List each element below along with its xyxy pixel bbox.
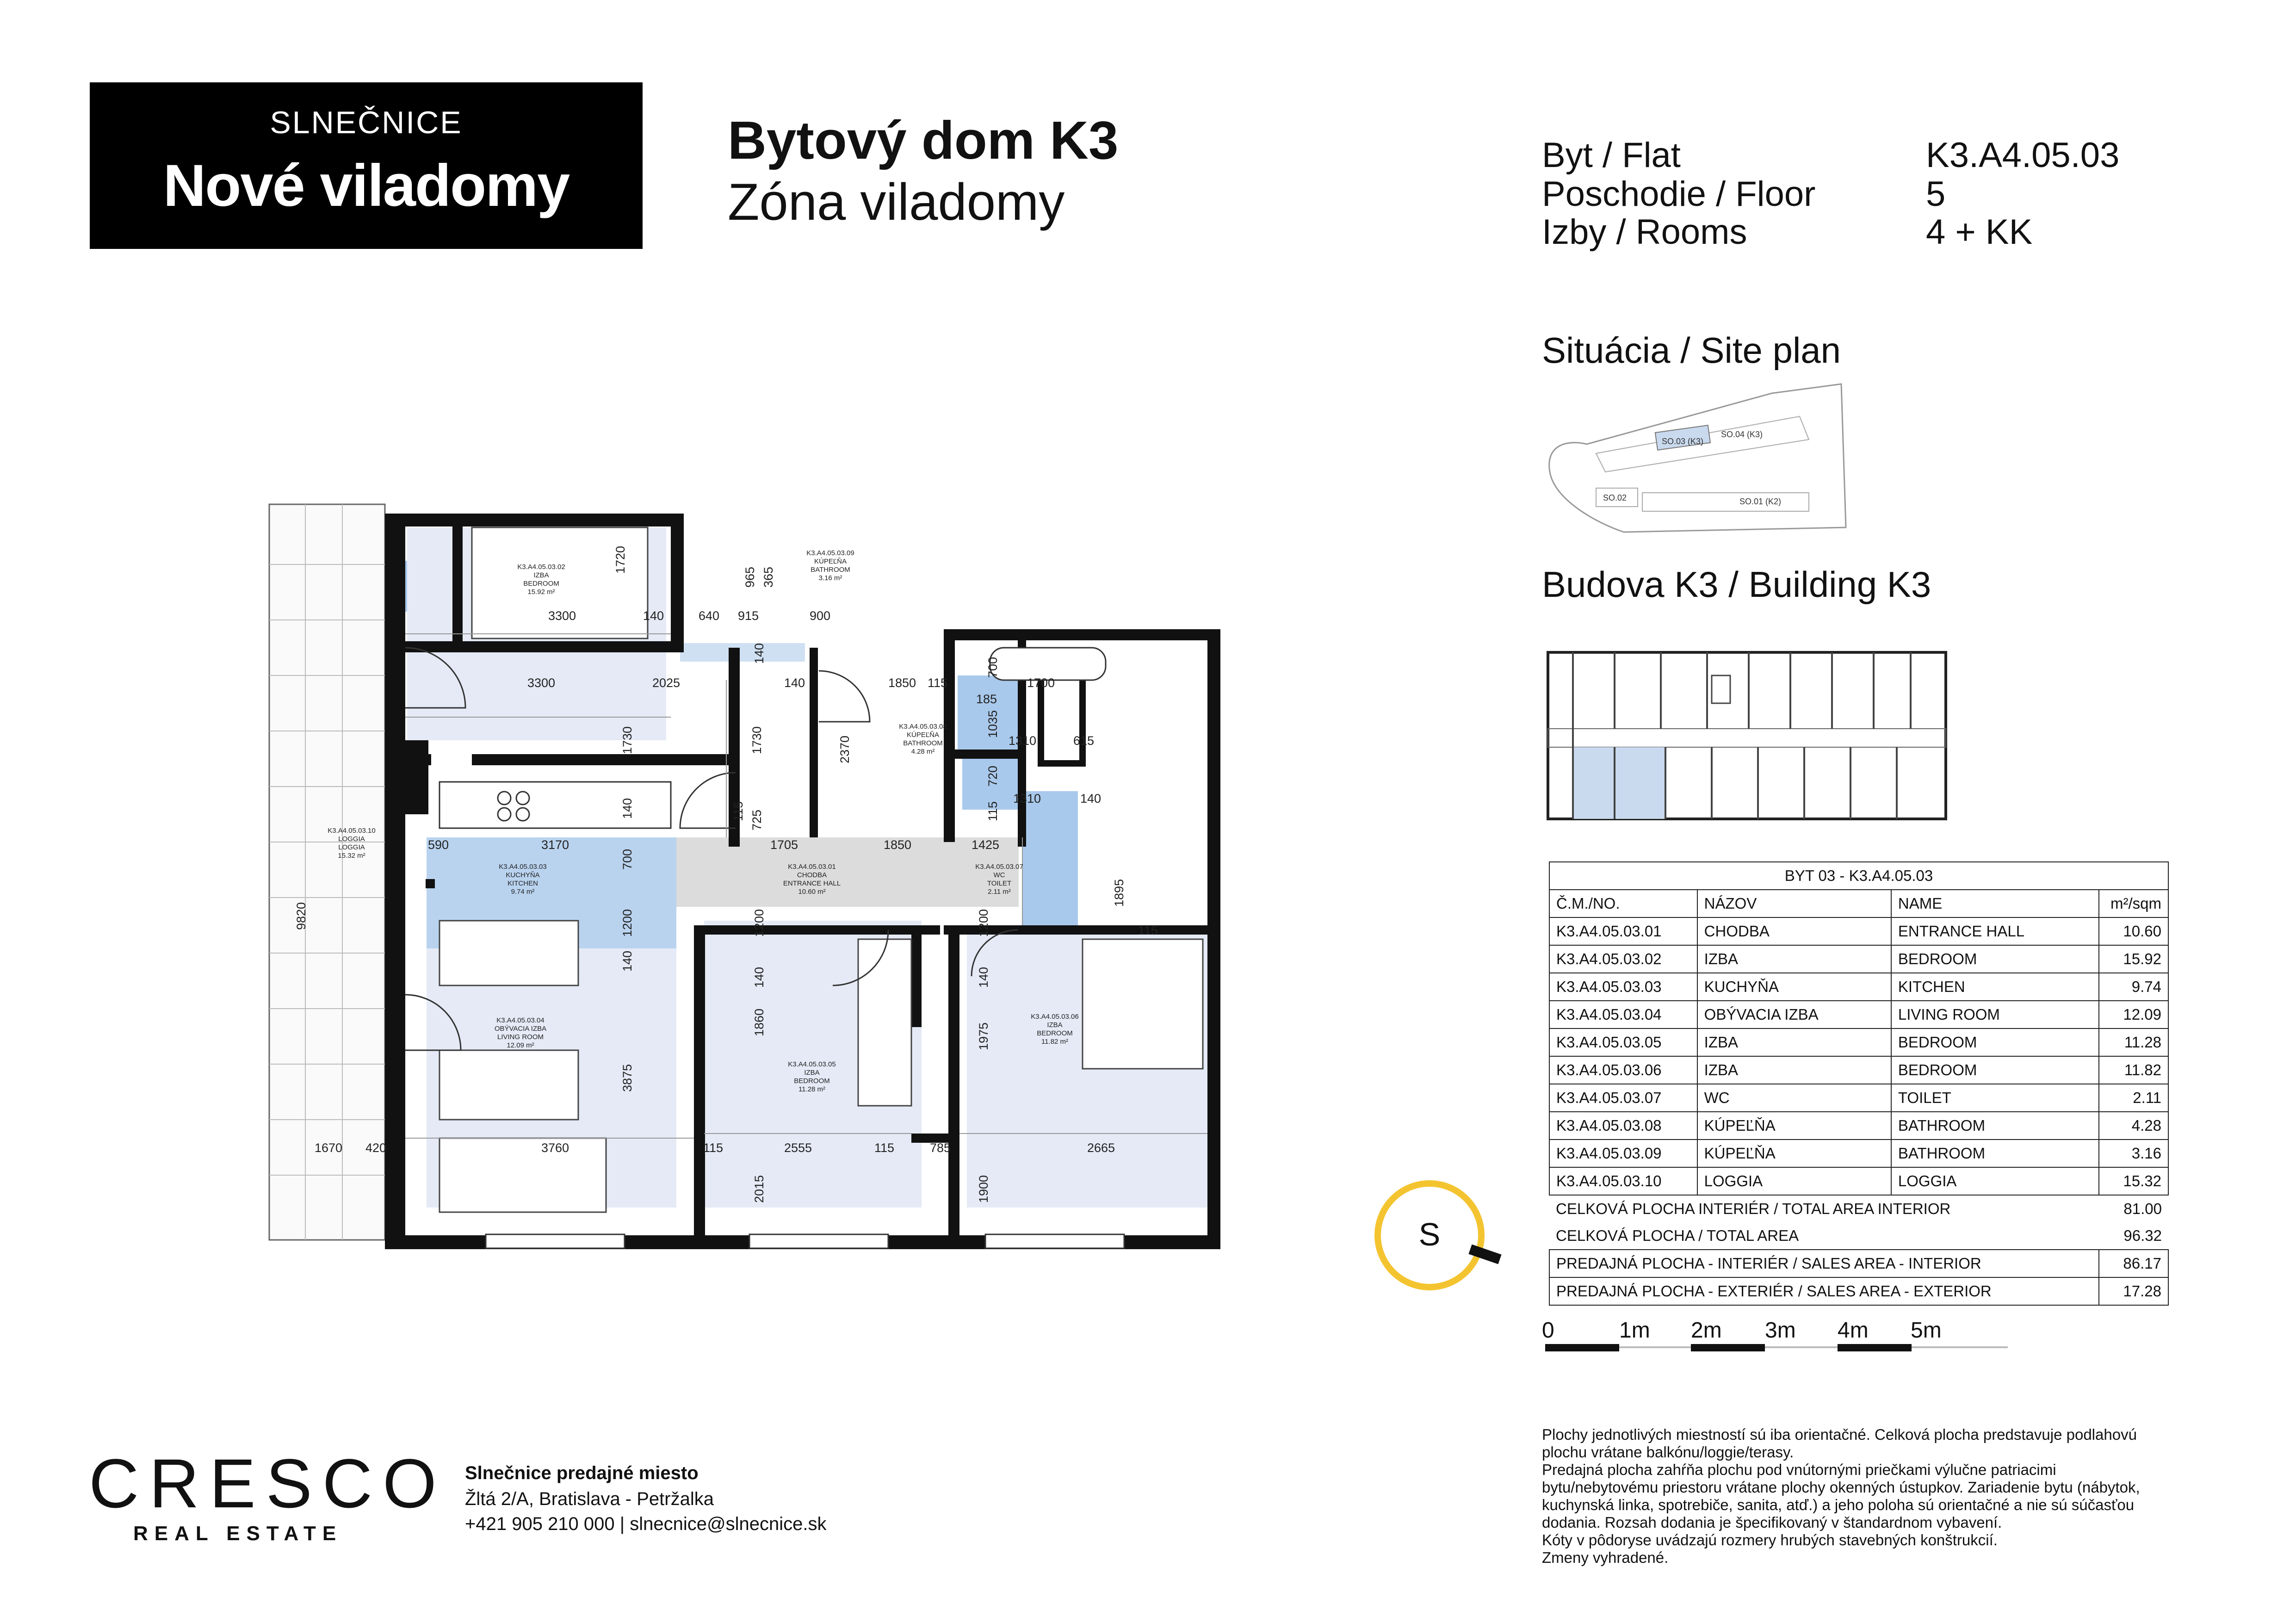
- dim-label: 1200: [620, 909, 634, 937]
- cell-area: 11.82: [2099, 1056, 2168, 1084]
- room-label-01-en: ENTRANCE HALL: [783, 880, 841, 887]
- scale-label: 3m: [1765, 1318, 1796, 1343]
- note-line: bytu/nebytovému priestoru vrátane plochy okenných ústupkov. Zariadenie bytu (nábytok,: [1542, 1479, 2140, 1496]
- cell-no: K3.A4.05.03.10: [1549, 1167, 1697, 1195]
- scale-bar-segment: [1691, 1344, 1765, 1351]
- page-subtitle: Zóna viladomy: [728, 173, 1065, 231]
- cell-name: BATHROOM: [1891, 1112, 2099, 1140]
- dim-label: 115: [928, 676, 948, 690]
- cell-area: 10.60: [2099, 917, 2168, 945]
- room-label-06-sk: IZBA: [1047, 1021, 1063, 1029]
- dim-label: 420: [365, 1141, 387, 1155]
- scale-label: 5m: [1911, 1318, 1942, 1343]
- cell-no: K3.A4.05.03.07: [1549, 1084, 1697, 1112]
- cell-no: K3.A4.05.03.08: [1549, 1112, 1697, 1140]
- room-label-01-id: K3.A4.05.03.01: [788, 863, 836, 871]
- site-label-so03: SO.03 (K3): [1662, 437, 1704, 446]
- room-label-08-en: BATHROOM: [903, 739, 943, 747]
- scale-label: 2m: [1691, 1318, 1722, 1343]
- dim-label: 2015: [752, 1175, 766, 1203]
- room-label-08-sk: KÚPEĽŇA: [906, 731, 940, 739]
- dim-label: 965: [743, 566, 757, 588]
- dim-label: 140: [643, 609, 664, 623]
- cell-name: LOGGIA: [1891, 1167, 2099, 1195]
- floor-value: 5: [1926, 174, 1946, 214]
- cell-nazov: KUCHYŇA: [1697, 973, 1891, 1001]
- dim-label: 140: [1080, 792, 1102, 805]
- cell-area: 11.28: [2099, 1028, 2168, 1056]
- room-label-09-en: BATHROOM: [811, 566, 850, 574]
- sales-row: [1549, 1277, 2168, 1305]
- dim-label: 140: [620, 950, 634, 972]
- cell-no: K3.A4.05.03.06: [1549, 1056, 1697, 1084]
- dim-label: 1200: [752, 909, 766, 937]
- room-label-02-area: 15.92 m²: [527, 588, 555, 596]
- room-label-07-sk: WC: [993, 871, 1005, 879]
- cell-no: K3.A4.05.03.03: [1549, 973, 1697, 1001]
- cell-name: TOILET: [1891, 1084, 2099, 1112]
- note-line: dodania. Rozsah dodania je špecifikovaný v štandardnom vybavení.: [1542, 1514, 2002, 1531]
- room-label-06-en: BEDROOM: [1037, 1029, 1073, 1037]
- floor-label: Poschodie / Floor: [1542, 174, 1816, 214]
- dim-label: 725: [750, 809, 764, 830]
- room-label-08-area: 4.28 m²: [911, 748, 935, 756]
- room-label-05-en: BEDROOM: [794, 1077, 830, 1085]
- disclaimer-notes: [1542, 1426, 2227, 1567]
- room-label-08-id: K3.A4.05.03.08: [899, 723, 947, 731]
- cell-name: ENTRANCE HALL: [1891, 917, 2099, 945]
- cell-nazov: LOGGIA: [1697, 1167, 1891, 1195]
- room-label-10-en: LOGGIA: [338, 843, 365, 851]
- table-row: [1549, 1167, 2168, 1195]
- brand-subtitle: SLNEČNICE: [270, 105, 463, 140]
- cell-nazov: OBÝVACIA IZBA: [1697, 1001, 1891, 1028]
- cresco-logo: CRESCO: [89, 1444, 447, 1522]
- cell-nazov: IZBA: [1697, 1028, 1891, 1056]
- table-caption: BYT 03 - K3.A4.05.03: [1549, 862, 2168, 890]
- cell-nazov: WC: [1697, 1084, 1891, 1112]
- cell-no: K3.A4.05.03.09: [1549, 1140, 1697, 1167]
- room-label-03-sk: KUCHYŇA: [506, 871, 540, 879]
- table-header-no: Č.M./NO.: [1549, 890, 1697, 917]
- dim-label: 2370: [838, 735, 852, 763]
- room-label-04-id: K3.A4.05.03.04: [496, 1016, 545, 1024]
- room-label-07-id: K3.A4.05.03.07: [975, 863, 1023, 871]
- total-row: [1549, 1222, 2168, 1250]
- scale-label: 1m: [1619, 1318, 1650, 1343]
- note-line: Predajná plocha zahŕňa plochu pod vnútornými priečkami výlučne patriacimi: [1542, 1461, 2056, 1478]
- cell-nazov: IZBA: [1697, 1056, 1891, 1084]
- room-label-02-id: K3.A4.05.03.02: [517, 563, 565, 571]
- room-label-05-id: K3.A4.05.03.05: [788, 1060, 836, 1068]
- note-line: Plochy jednotlivých miestností sú iba orientačné. Celková plocha predstavuje podlahovú: [1542, 1426, 2137, 1443]
- room-label-03-id: K3.A4.05.03.03: [499, 863, 547, 871]
- dim-label: 140: [620, 798, 634, 819]
- cell-area: 2.11: [2099, 1084, 2168, 1112]
- dim-label: 3875: [620, 1064, 634, 1092]
- dim-label: 1720: [613, 545, 627, 574]
- sales-value: 17.28: [2099, 1277, 2168, 1305]
- dim-label: 3760: [541, 1141, 569, 1155]
- site-plan-heading: Situácia / Site plan: [1542, 330, 1841, 371]
- room-label-02-en: BEDROOM: [523, 580, 559, 588]
- scale-bar-segment: [1545, 1344, 1619, 1351]
- table-row: [1549, 1140, 2168, 1167]
- compass-label: S: [1418, 1216, 1441, 1252]
- dim-label: 900: [810, 609, 831, 623]
- brand-title: Nové viladomy: [163, 153, 569, 219]
- dim-label: 1670: [315, 1141, 343, 1155]
- cresco-logo-subtitle: REAL ESTATE: [133, 1522, 343, 1545]
- room-label-09-id: K3.A4.05.03.09: [806, 549, 854, 557]
- dim-label: 1730: [750, 726, 764, 754]
- room-label-07-en: TOILET: [987, 880, 1012, 887]
- note-line: plochu vrátane balkónu/loggie/terasy.: [1542, 1443, 1794, 1461]
- dim-label: 1310: [1013, 792, 1041, 805]
- dim-label: 1200: [977, 909, 990, 937]
- dim-label: 2665: [1087, 1141, 1115, 1155]
- dim-label: 1850: [884, 838, 912, 852]
- dim-label: 115: [874, 1141, 895, 1155]
- site-label-so02: SO.02: [1603, 493, 1627, 502]
- rooms-value: 4 + KK: [1926, 212, 2033, 252]
- dim-label: 1035: [986, 710, 1000, 738]
- building-plan-heading: Budova K3 / Building K3: [1542, 564, 1931, 605]
- cell-area: 15.32: [2099, 1167, 2168, 1195]
- dim-label: 590: [428, 838, 449, 852]
- dim-label: 140: [784, 676, 805, 690]
- dim-label: 1425: [972, 838, 1000, 852]
- total-value: 81.00: [2123, 1200, 2162, 1217]
- note-line: Zmeny vyhradené.: [1542, 1549, 1669, 1566]
- room-label-01-area: 10.60 m²: [798, 888, 826, 896]
- compass-icon: [1369, 1175, 1508, 1314]
- room-label-03-en: KITCHEN: [507, 880, 538, 887]
- room-label-10-sk: LOGGIA: [338, 835, 365, 843]
- room-label-02-sk: IZBA: [533, 571, 549, 579]
- dim-label: 115: [703, 1141, 724, 1155]
- room-label-04-en: LIVING ROOM: [497, 1033, 544, 1041]
- table-row: [1549, 973, 2168, 1001]
- sales-label: PREDAJNÁ PLOCHA - EXTERIÉR / SALES AREA - EXTERIOR: [1549, 1277, 2099, 1305]
- building-plan-map: [1545, 648, 1952, 824]
- sales-label: PREDAJNÁ PLOCHA - INTERIÉR / SALES AREA - INTERIOR: [1549, 1250, 2099, 1277]
- room-label-05-sk: IZBA: [804, 1069, 820, 1077]
- table-row: [1549, 1056, 2168, 1084]
- dim-label: 115: [986, 801, 1000, 821]
- scale-label: 4m: [1838, 1318, 1869, 1343]
- total-label: CELKOVÁ PLOCHA / TOTAL AREA: [1556, 1227, 1799, 1244]
- dim-label: 615: [1073, 734, 1095, 748]
- dim-label: 1310: [1009, 734, 1037, 748]
- flat-label: Byt / Flat: [1542, 136, 1681, 175]
- table-header-name: NAME: [1891, 890, 2099, 917]
- area-table: [1549, 861, 2169, 1306]
- dim-label: 785: [930, 1141, 951, 1155]
- dim-label: 1730: [620, 726, 634, 754]
- dim-label: 115: [1138, 923, 1158, 937]
- site-label-so01: SO.01 (K2): [1739, 497, 1782, 506]
- cell-no: K3.A4.05.03.04: [1549, 1001, 1697, 1028]
- page-title: Bytový dom K3: [728, 110, 1119, 170]
- scale-bar-segment: [1838, 1344, 1912, 1351]
- room-label-06-id: K3.A4.05.03.06: [1031, 1013, 1079, 1021]
- office-contact: +421 905 210 000 | slnecnice@slnecnice.sk: [465, 1514, 827, 1534]
- dim-label: 115: [731, 801, 745, 821]
- room-label-10-id: K3.A4.05.03.10: [328, 827, 376, 835]
- dim-label: 1700: [1027, 676, 1055, 690]
- dim-label: 9820: [294, 902, 308, 930]
- room-label-04-sk: OBÝVACIA IZBA: [494, 1025, 547, 1033]
- dim-label: 915: [738, 609, 759, 623]
- cell-name: KITCHEN: [1891, 973, 2099, 1001]
- cell-no: K3.A4.05.03.01: [1549, 917, 1697, 945]
- table-row: [1549, 917, 2168, 945]
- site-plan-map: [1541, 375, 1855, 546]
- table-row: [1549, 1084, 2168, 1112]
- dim-label: 1850: [888, 676, 916, 690]
- table-row: [1549, 945, 2168, 973]
- table-row: [1549, 1112, 2168, 1140]
- room-label-07-area: 2.11 m²: [988, 888, 1011, 896]
- dim-label: 640: [699, 609, 720, 623]
- cell-nazov: KÚPEĽŇA: [1697, 1112, 1891, 1140]
- dim-label: 365: [761, 566, 775, 588]
- dim-label: 140: [977, 966, 990, 988]
- sales-row: [1549, 1250, 2168, 1277]
- room-label-04-area: 12.09 m²: [507, 1041, 534, 1049]
- cell-name: LIVING ROOM: [1891, 1001, 2099, 1028]
- dim-label: 1705: [770, 838, 798, 852]
- cell-nazov: CHODBA: [1697, 917, 1891, 945]
- room-label-05-area: 11.28 m²: [798, 1085, 826, 1093]
- cell-nazov: KÚPEĽŇA: [1697, 1140, 1891, 1167]
- dim-label: 3170: [541, 838, 569, 852]
- dim-label: 1900: [977, 1175, 990, 1203]
- room-label-01-sk: CHODBA: [797, 871, 827, 879]
- dim-label: 185: [976, 692, 997, 706]
- dim-label: 140: [752, 643, 766, 664]
- cell-area: 4.28: [2099, 1112, 2168, 1140]
- total-label: CELKOVÁ PLOCHA INTERIÉR / TOTAL AREA INTERIOR: [1556, 1200, 1951, 1217]
- room-label-06-area: 11.82 m²: [1041, 1038, 1069, 1046]
- cell-area: 3.16: [2099, 1140, 2168, 1167]
- table-header-sqm: m²/sqm: [2099, 890, 2168, 917]
- dim-label: 3300: [548, 609, 576, 623]
- floor-plan: [264, 495, 1226, 1254]
- dim-label: 1975: [977, 1022, 990, 1050]
- dim-label: 700: [620, 849, 634, 870]
- cell-no: K3.A4.05.03.02: [1549, 945, 1697, 973]
- cell-area: 15.92: [2099, 945, 2168, 973]
- site-label-so04: SO.04 (K3): [1721, 430, 1763, 439]
- total-row: [1549, 1195, 2168, 1222]
- table-row: [1549, 1028, 2168, 1056]
- office-address: Žltá 2/A, Bratislava - Petržalka: [465, 1489, 714, 1509]
- cell-no: K3.A4.05.03.05: [1549, 1028, 1697, 1056]
- cell-area: 12.09: [2099, 1001, 2168, 1028]
- dim-label: 1895: [1112, 879, 1126, 907]
- brand-logo: [90, 82, 643, 249]
- room-label-10-area: 15.32 m²: [338, 852, 365, 860]
- cell-name: BEDROOM: [1891, 1028, 2099, 1056]
- room-label-09-sk: KÚPEĽŇA: [814, 558, 847, 565]
- dim-label: 700: [986, 657, 1000, 678]
- dim-label: 2025: [652, 676, 681, 690]
- scale-label: 0: [1542, 1318, 1554, 1343]
- cell-name: BEDROOM: [1891, 1056, 2099, 1084]
- cell-nazov: IZBA: [1697, 945, 1891, 973]
- dim-label: 140: [752, 966, 766, 988]
- table-header-nazov: NÁZOV: [1697, 890, 1891, 917]
- room-label-09-area: 3.16 m²: [818, 574, 842, 582]
- table-row: [1549, 1001, 2168, 1028]
- rooms-label: Izby / Rooms: [1542, 212, 1747, 252]
- flat-value: K3.A4.05.03: [1926, 136, 2120, 175]
- note-line: kuchynská linka, spotrebiče, sanita, atď.) a jeho poloha sú orientačné a nie sú súčasťou: [1542, 1496, 2135, 1513]
- cell-name: BEDROOM: [1891, 945, 2099, 973]
- office-title: Slnečnice predajné miesto: [465, 1463, 699, 1483]
- room-label-03-area: 9.74 m²: [511, 888, 535, 896]
- dim-label: 720: [986, 765, 1000, 787]
- dim-label: 2555: [784, 1141, 812, 1155]
- dim-label: 1860: [752, 1008, 766, 1036]
- cell-area: 9.74: [2099, 973, 2168, 1001]
- dim-label: 3300: [527, 676, 556, 690]
- note-line: Kóty v pôdoryse uvádzajú rozmery hrubých stavebných konštrukcií.: [1542, 1531, 1998, 1549]
- total-value: 96.32: [2123, 1227, 2162, 1244]
- sales-value: 86.17: [2099, 1250, 2168, 1277]
- cell-name: BATHROOM: [1891, 1140, 2099, 1167]
